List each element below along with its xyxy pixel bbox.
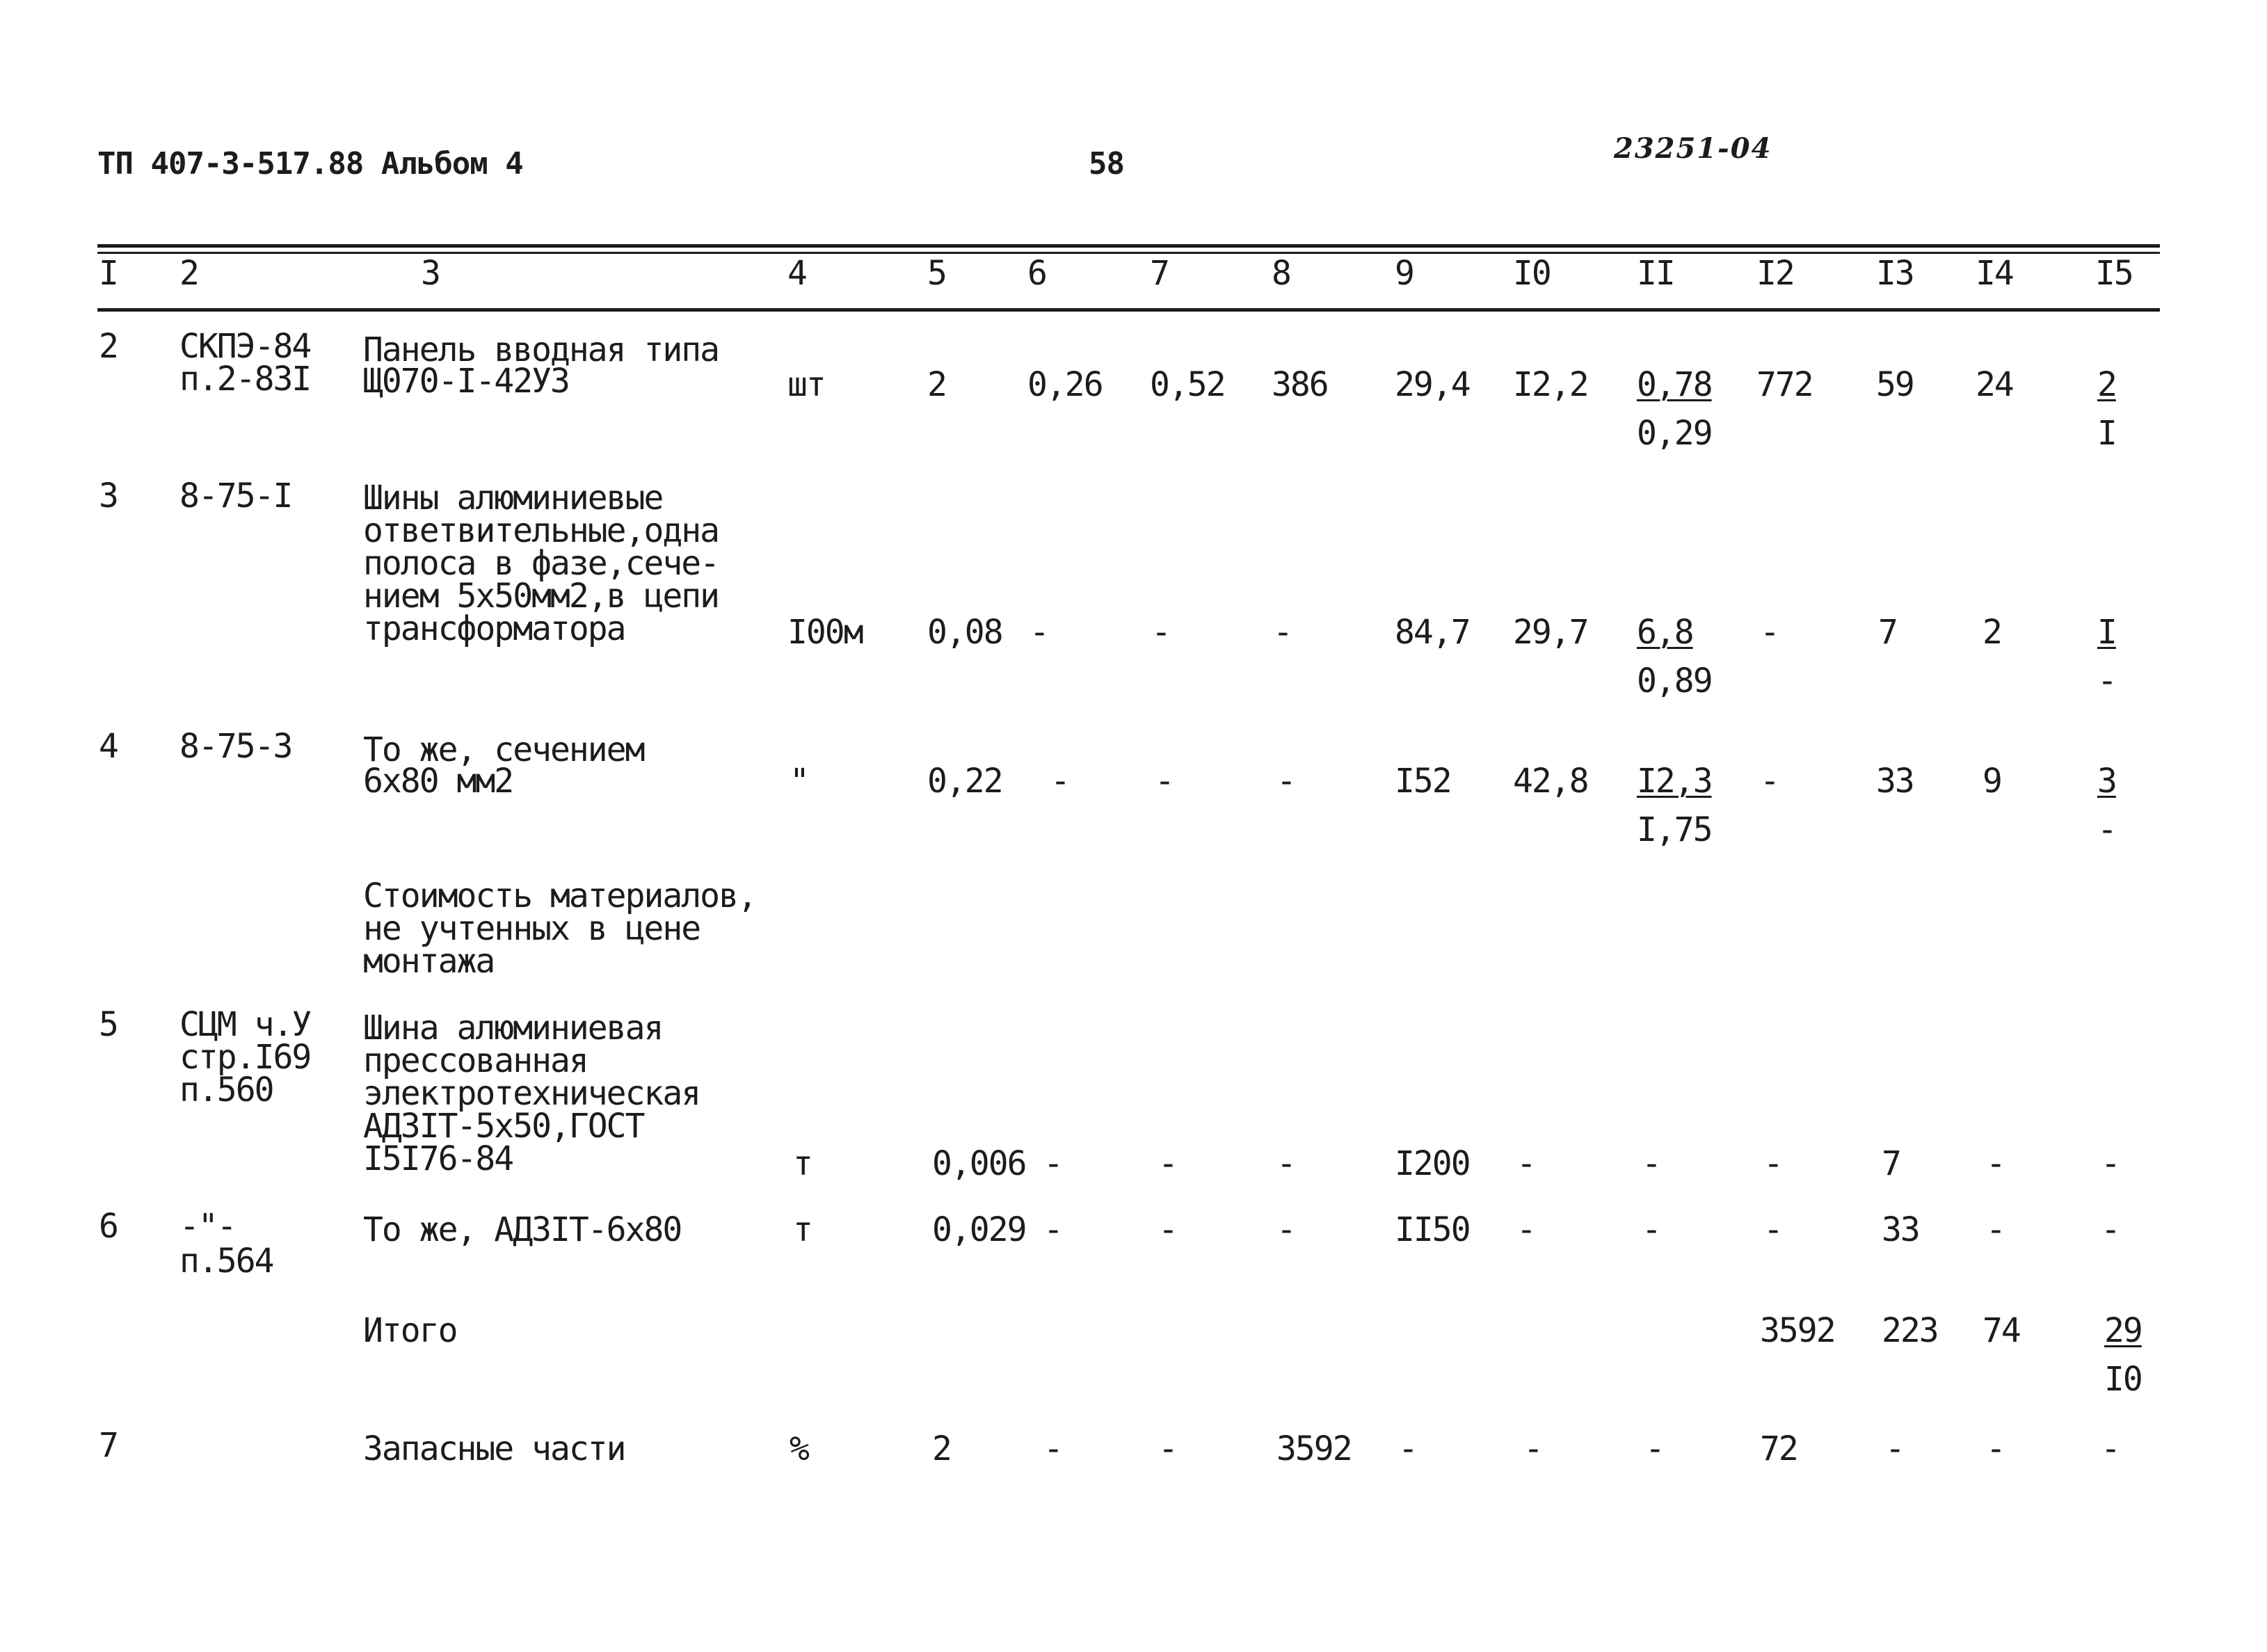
column-header-13: I3 — [1876, 254, 1914, 293]
row-5-name-line3: электротехническая — [363, 1074, 700, 1113]
row-3-col13: 7 — [1878, 613, 1897, 652]
row-5-col7: - — [1158, 1144, 1177, 1183]
column-header-15: I5 — [2095, 254, 2133, 293]
column-header-2: 2 — [179, 254, 198, 293]
row-4-col15-bottom: - — [2097, 810, 2116, 849]
row-3-unit: I00м — [787, 613, 863, 652]
column-header-10: I0 — [1513, 254, 1551, 293]
row-4-name-line1: То же, сечением — [363, 730, 644, 769]
row-4-col15-top: 3 — [2097, 762, 2116, 801]
row-4-col9: I52 — [1395, 762, 1451, 801]
row-2-col11-bottom: 0,29 — [1637, 414, 1712, 453]
row-4-col13: 33 — [1876, 762, 1914, 801]
column-header-11: II — [1637, 254, 1674, 293]
row-6-col7: - — [1158, 1210, 1177, 1249]
column-header-4: 4 — [787, 254, 806, 293]
row-5-code-line3: п.560 — [179, 1070, 273, 1109]
row-5-col5: 0,006 — [932, 1144, 1026, 1183]
row-4-col7: - — [1155, 762, 1173, 801]
table-top-rule-inner — [97, 252, 2160, 254]
row-5-col8: - — [1276, 1144, 1295, 1183]
row-4-col6: - — [1050, 762, 1069, 801]
column-header-1: I — [99, 254, 118, 293]
row-6-col10: - — [1516, 1210, 1535, 1249]
inventory-code: 23251-04 — [1614, 132, 1772, 165]
column-header-9: 9 — [1395, 254, 1413, 293]
row-7-col9: - — [1398, 1429, 1417, 1468]
row-3-name-line1: Шины алюминиевые — [363, 479, 663, 518]
row-3-col11-top: 6,8 — [1637, 613, 1693, 652]
row-2-col14: 24 — [1976, 365, 2013, 404]
row-5-col9: I200 — [1395, 1144, 1470, 1183]
column-header-5: 5 — [927, 254, 946, 293]
total-col14: 74 — [1982, 1311, 2020, 1350]
row-6-col5: 0,029 — [932, 1210, 1026, 1249]
row-5-name-line1: Шина алюминиевая — [363, 1009, 663, 1048]
column-header-12: I2 — [1756, 254, 1794, 293]
row-2-code-line1: СКПЭ-84 — [179, 327, 311, 366]
row-3-name-line3: полоса в фазе,сече- — [363, 544, 719, 583]
total-label: Итого — [363, 1311, 457, 1350]
row-3-col14: 2 — [1982, 613, 2001, 652]
row-2-col6: 0,26 — [1027, 365, 1103, 404]
row-5-code-line1: СЦМ ч.У — [179, 1005, 311, 1044]
table-header-rule — [97, 308, 2160, 312]
row-3-col7: - — [1151, 613, 1170, 652]
row-5-col13: 7 — [1882, 1144, 1900, 1183]
row-6-name: То же, АД3IТ-6х80 — [363, 1210, 682, 1249]
row-5-code-line2: стр.I69 — [179, 1038, 311, 1077]
row-2-col9: 29,4 — [1395, 365, 1470, 404]
row-6-col6: - — [1043, 1210, 1062, 1249]
row-3-col11-bottom: 0,89 — [1637, 661, 1712, 700]
row-4-col10: 42,8 — [1513, 762, 1588, 801]
row-2-name-line1: Панель вводная типа — [363, 330, 719, 369]
page-number: 58 — [1089, 146, 1124, 182]
total-col12: 3592 — [1760, 1311, 1835, 1350]
row-7-name: Запасные части — [363, 1429, 625, 1468]
row-4-col11-top: I2,3 — [1637, 762, 1712, 801]
row-4-code: 8-75-3 — [179, 727, 292, 766]
row-4-col11-bottom: I,75 — [1637, 810, 1712, 849]
row-7-unit: % — [790, 1429, 808, 1468]
row-6-col8: - — [1276, 1210, 1295, 1249]
row-5-col14: - — [1986, 1144, 2005, 1183]
row-3-col6: - — [1030, 613, 1048, 652]
table-top-rule — [97, 244, 2160, 248]
row-5-name-line2: прессованная — [363, 1041, 588, 1080]
column-header-6: 6 — [1027, 254, 1046, 293]
row-5-col10: - — [1516, 1144, 1535, 1183]
row-2-col5: 2 — [927, 365, 946, 404]
row-4-unit: " — [790, 762, 808, 801]
row-6-code-line2: п.564 — [179, 1242, 273, 1281]
row-7-col6: - — [1043, 1429, 1062, 1468]
row-5-name-line5: I5I76-84 — [363, 1139, 513, 1178]
row-4-col5: 0,22 — [927, 762, 1002, 801]
column-header-3: 3 — [421, 254, 440, 293]
document-reference: ТП 407-3-517.88 Альбом 4 — [97, 146, 523, 182]
section-note-line3: монтажа — [363, 942, 495, 981]
row-2-col11-top: 0,78 — [1637, 365, 1712, 404]
row-3-code: 8-75-I — [179, 476, 292, 515]
row-2-col10: I2,2 — [1513, 365, 1588, 404]
row-7-col12: 72 — [1760, 1429, 1797, 1468]
column-header-8: 8 — [1272, 254, 1290, 293]
row-6-unit: т — [793, 1210, 812, 1249]
row-7-col7: - — [1158, 1429, 1177, 1468]
row-7-col10: - — [1523, 1429, 1542, 1468]
row-7-number: 7 — [99, 1426, 118, 1465]
row-2-col15-top: 2 — [2097, 365, 2116, 404]
row-3-col15-bottom: - — [2097, 661, 2116, 700]
row-3-col12: - — [1760, 613, 1779, 652]
row-3-col10: 29,7 — [1513, 613, 1588, 652]
row-5-col6: - — [1043, 1144, 1062, 1183]
row-4-col12: - — [1760, 762, 1779, 801]
row-2-unit: шт — [787, 365, 825, 404]
section-note-line1: Стоимость материалов, — [363, 876, 756, 915]
row-4-name-line2: 6х80 мм2 — [363, 762, 513, 801]
row-2-number: 2 — [99, 327, 118, 366]
row-3-col9: 84,7 — [1395, 613, 1470, 652]
row-7-col14: - — [1986, 1429, 2005, 1468]
row-3-col15-top: I — [2097, 613, 2116, 652]
row-4-number: 4 — [99, 727, 118, 766]
row-3-number: 3 — [99, 476, 118, 515]
total-col15-bottom: I0 — [2104, 1360, 2142, 1399]
row-5-name-line4: АД3IТ-5х50,ГОСТ — [363, 1107, 644, 1146]
row-4-col8: - — [1276, 762, 1295, 801]
row-2-col15-bottom: I — [2097, 414, 2116, 453]
row-5-unit: т — [793, 1144, 812, 1183]
section-note-line2: не учтенных в цене — [363, 909, 700, 948]
row-2-col8: 386 — [1272, 365, 1328, 404]
total-col15-top: 29 — [2104, 1311, 2142, 1350]
row-7-col5: 2 — [932, 1429, 951, 1468]
row-2-col12: 772 — [1756, 365, 1813, 404]
row-7-col13: - — [1885, 1429, 1904, 1468]
row-6-col15: - — [2101, 1210, 2120, 1249]
row-6-col13: 33 — [1882, 1210, 1919, 1249]
row-5-col11: - — [1642, 1144, 1660, 1183]
column-header-14: I4 — [1976, 254, 2013, 293]
row-3-name-line2: ответвительные,одна — [363, 511, 719, 550]
row-7-col15: - — [2101, 1429, 2120, 1468]
row-6-col12: - — [1763, 1210, 1782, 1249]
row-6-col9: II50 — [1395, 1210, 1470, 1249]
row-7-col11: - — [1645, 1429, 1664, 1468]
row-3-name-line4: нием 5х50мм2,в цепи — [363, 577, 719, 616]
row-7-col8: 3592 — [1276, 1429, 1352, 1468]
row-2-code-line2: п.2-83I — [179, 360, 311, 399]
row-2-col7: 0,52 — [1150, 365, 1225, 404]
row-4-col14: 9 — [1982, 762, 2001, 801]
row-3-name-line5: трансформатора — [363, 609, 625, 648]
row-5-col12: - — [1763, 1144, 1782, 1183]
row-5-col15: - — [2101, 1144, 2120, 1183]
row-2-col13: 59 — [1876, 365, 1914, 404]
row-6-number: 6 — [99, 1207, 118, 1246]
row-6-col14: - — [1986, 1210, 2005, 1249]
row-2-name-line2: Щ070-I-42У3 — [363, 362, 569, 401]
row-6-col11: - — [1642, 1210, 1660, 1249]
row-3-col5: 0,08 — [927, 613, 1002, 652]
column-header-7: 7 — [1150, 254, 1169, 293]
row-6-code-line1: -"- — [179, 1207, 236, 1246]
total-col13: 223 — [1882, 1311, 1938, 1350]
row-3-col8: - — [1273, 613, 1292, 652]
row-5-number: 5 — [99, 1005, 118, 1044]
